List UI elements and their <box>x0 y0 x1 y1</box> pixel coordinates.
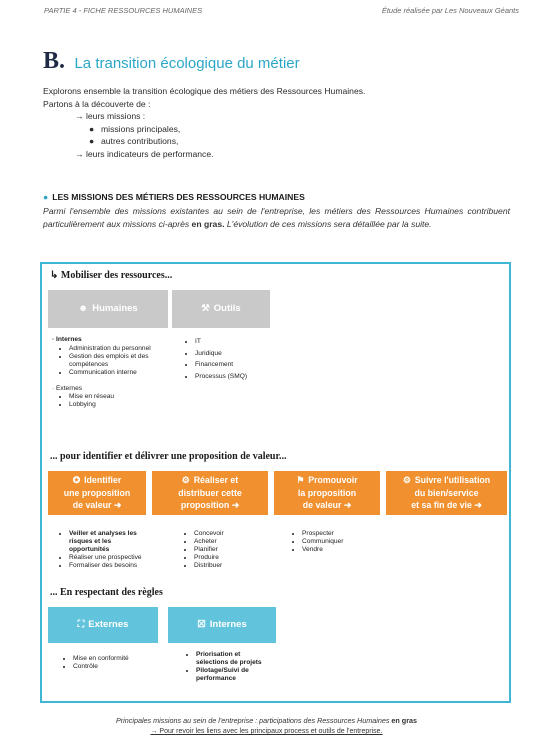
list-item: • Financement <box>195 359 273 371</box>
list-item: • Veiller et analyses les risques et les opportunités <box>69 530 152 554</box>
intro-line: Explorons ensemble la transition écologique des métiers des Ressources Humaines. <box>43 86 366 96</box>
section-heading: La transition écologique du métier <box>74 55 300 72</box>
boxed-x-icon: ☒ <box>197 619 206 630</box>
target-icon: ✪ <box>72 475 81 485</box>
list-item: • Acheter <box>194 538 267 546</box>
intro-list-item: → leurs missions : <box>75 111 146 122</box>
realiser-list <box>177 530 267 570</box>
externes-header: · Externes <box>52 385 83 392</box>
list-item: • Administration du personnel <box>69 345 167 353</box>
bullet-icon: ● <box>89 136 95 147</box>
list-item: • Réaliser une prospective <box>69 554 152 562</box>
externes-tile: ⛶ Externes <box>48 607 158 643</box>
bullet-icon: ● <box>43 192 49 202</box>
list-item: • Priorisation et sélections de projets <box>196 651 274 667</box>
list-item: • Planifier <box>194 546 267 554</box>
externes-rules-list <box>56 655 166 671</box>
header-study-label: Étude réalisée par Les Nouveaux Géants <box>381 6 519 15</box>
internes-rules-list <box>179 651 274 683</box>
list-item: • Communiquer <box>302 538 375 546</box>
list-item: • Pilotage/Suivi de performance <box>196 667 274 683</box>
outils-tile: ⚒ Outils <box>172 290 270 328</box>
humaines-list <box>52 336 167 409</box>
list-item: • Communication interne <box>69 369 167 377</box>
intro-list-item: → leurs indicateurs de performance. <box>75 148 214 159</box>
promouvoir-list <box>285 530 375 554</box>
outils-list <box>178 336 273 382</box>
list-item: • Gestion des emplois et des compétences <box>69 353 167 369</box>
list-item: • Juridique <box>195 348 273 360</box>
intro-sub-item: ● missions principales, <box>89 123 181 134</box>
intro-line: Partons à la découverte de : <box>43 98 151 109</box>
header-part-label: PARTIE 4 - FICHE RESSOURCES HUMAINES <box>44 6 203 15</box>
list-item: • Prospecter <box>302 530 375 538</box>
diagram-title-resources: ↳ Mobiliser des ressources... <box>50 270 173 281</box>
flag-icon: ⚑ <box>296 475 305 485</box>
list-item: • Processus (SMQ) <box>195 371 273 383</box>
missions-heading: ● LES MISSIONS DES MÉTIERS DES RESSOURCES HUMAINES <box>43 192 305 202</box>
humaines-tile: ☻ Humaines <box>48 290 168 328</box>
tools-icon: ⚒ <box>201 303 210 314</box>
section-title <box>43 48 300 76</box>
suivre-tile: ⚙ Suivre l'utilisation du bien/service et sa fin de vie ➜ <box>386 471 507 515</box>
gear-icon: ⚙ <box>181 475 190 485</box>
missions-diagram <box>40 262 511 703</box>
intro-text <box>43 85 513 161</box>
missions-paragraph: Parmi l'ensemble des missions existantes au sein de l'entreprise, les métiers des Ressources Humaines contribuent particulièrement aux missions ci-après en gras. L'évolution de ces missions sera détaillée par la suite. <box>43 206 510 230</box>
list-item: • Lobbying <box>69 401 167 409</box>
figure-caption: Principales missions au sein de l'entreprise : participations des Ressources Humaines en gras <box>115 716 417 725</box>
list-item: • Vendre <box>302 546 375 554</box>
frame-icon: ⛶ <box>77 619 85 630</box>
page-header <box>44 6 519 18</box>
realiser-tile: ⚙ Réaliser et distribuer cette proposition ➜ <box>152 471 268 515</box>
gear-icon: ⚙ <box>402 475 411 485</box>
list-item: • IT <box>195 336 273 348</box>
list-item: • Distribuer <box>194 562 267 570</box>
promouvoir-tile: ⚑ Promouvoir la proposition de valeur ➜ <box>274 471 380 515</box>
internes-header: · Internes <box>52 336 82 343</box>
list-item: • Contrôle <box>73 663 166 671</box>
list-item: • Formaliser des besoins <box>69 562 152 570</box>
smiley-icon: ☻ <box>78 303 89 314</box>
section-letter: B. <box>43 48 66 74</box>
intro-sub-item: ● autres contributions, <box>89 136 179 147</box>
list-item: • Concevoir <box>194 530 267 538</box>
list-item: • Produire <box>194 554 267 562</box>
diagram-title-value: ... pour identifier et délivrer une proposition de valeur... <box>50 451 287 462</box>
identifier-list <box>52 530 152 570</box>
list-item: • Mise en conformité <box>73 655 166 663</box>
bullet-icon: ● <box>89 123 95 134</box>
identifier-tile: ✪ Identifier une proposition de valeur ➜ <box>48 471 146 515</box>
diagram-title-rules: ... En respectant des règles <box>50 587 163 598</box>
internes-tile: ☒ Internes <box>168 607 276 643</box>
list-item: • Mise en réseau <box>69 393 167 401</box>
caption-link[interactable]: → Pour revoir les liens avec les principaux process et outils de l'entreprise. <box>150 728 383 735</box>
